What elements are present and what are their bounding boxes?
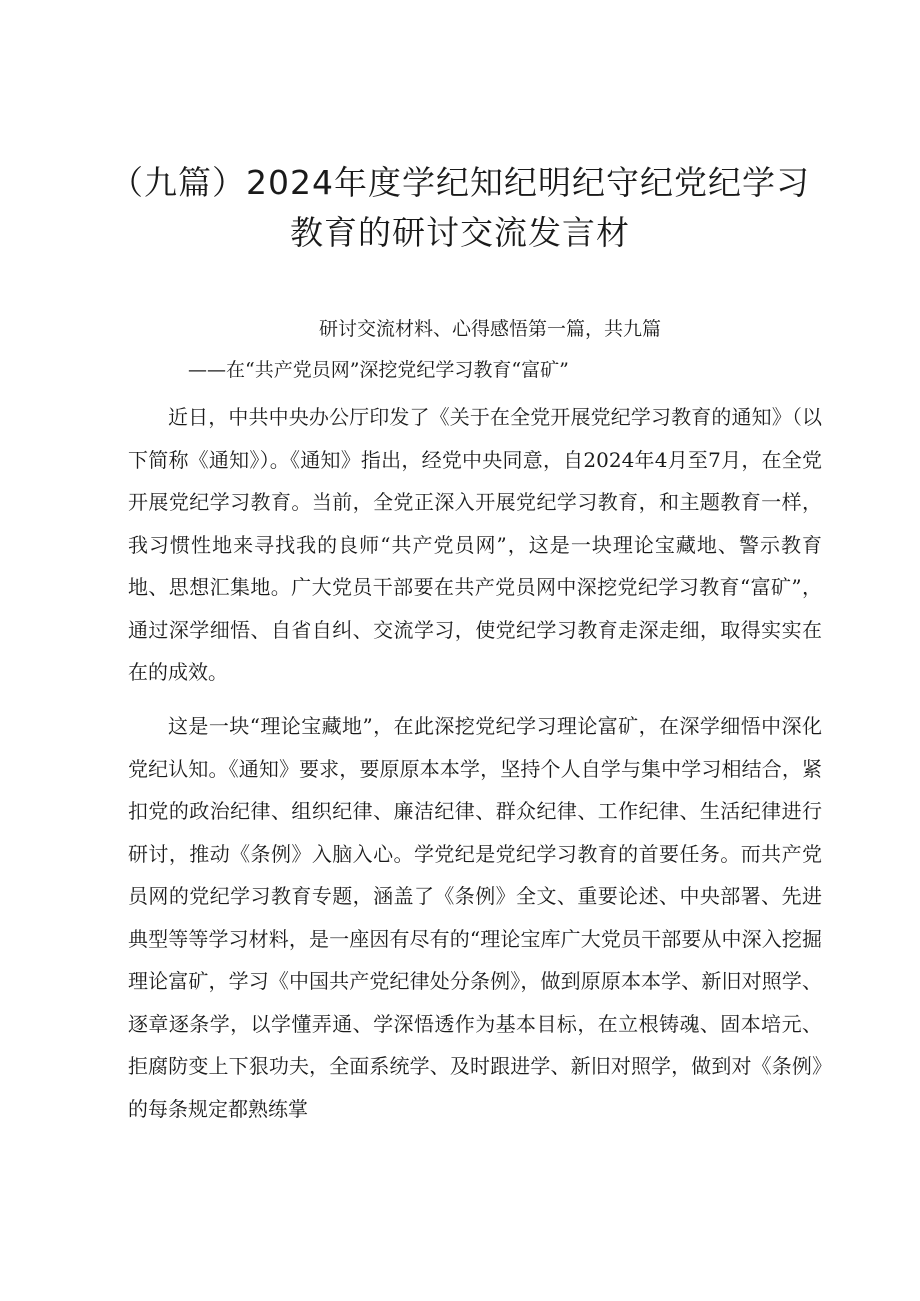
body-paragraph-block-2 <box>128 705 822 1130</box>
document-subtitle: 研讨交流材料、心得感悟第一篇，共九篇 <box>318 318 661 340</box>
document-subheading: ——在“共产党员网”深挖党纪学习教育“富矿” <box>188 359 569 381</box>
body-paragraph: 这是一块“理论宝藏地”，在此深挖党纪学习理论富矿，在深学细悟中深化党纪认知。《通知》要求，要原原本本学，坚持个人自学与集中学习相结合，紧扣党的政治纪律、组织纪律、廉洁纪律、群众纪律、工作纪律、生活纪律进行研讨，推动《条例》入脑入心。学党纪是党纪学习教育的首要任务。而共产党员网的党纪学习教育专题，涵盖了《条例》全文、重要论述、中央部署、先进典型等等学习材料，是一座因有尽有的“理论宝库广大党员干部要从中深入挖掘理论富矿，学习《中国共产党纪律处分条例》，做到原原本本学、新旧对照学、逐章逐条学，以学懂弄通、学深悟透作为基本目标，在立根铸魂、固本培元、拒腐防变上下狠功夫，全面系统学、及时跟进学、新旧对照学，做到对《条例》的每条规定都熟练掌 <box>128 714 822 1121</box>
body-paragraph: 近日，中共中央办公厅印发了《关于在全党开展党纪学习教育的通知》（以下简称《通知》）。《通知》指出，经党中央同意，自2024年4月至7月，在全党开展党纪学习教育。当前，全党正深入开展党纪学习教育，和主题教育一样，我习惯性地来寻找我的良师“共产党员网”，这是一块理论宝藏地、警示教育地、思想汇集地。广大党员干部要在共产党员网中深挖党纪学习教育“富矿”，通过深学细悟、自省自纠、交流学习，使党纪学习教育走深走细，取得实实在在的成效。 <box>128 405 822 684</box>
document-title: （九篇）2024年度学纪知纪明纪守纪党纪学习教育的研讨交流发言材 <box>110 163 810 252</box>
body-paragraph-block-1 <box>128 396 822 694</box>
